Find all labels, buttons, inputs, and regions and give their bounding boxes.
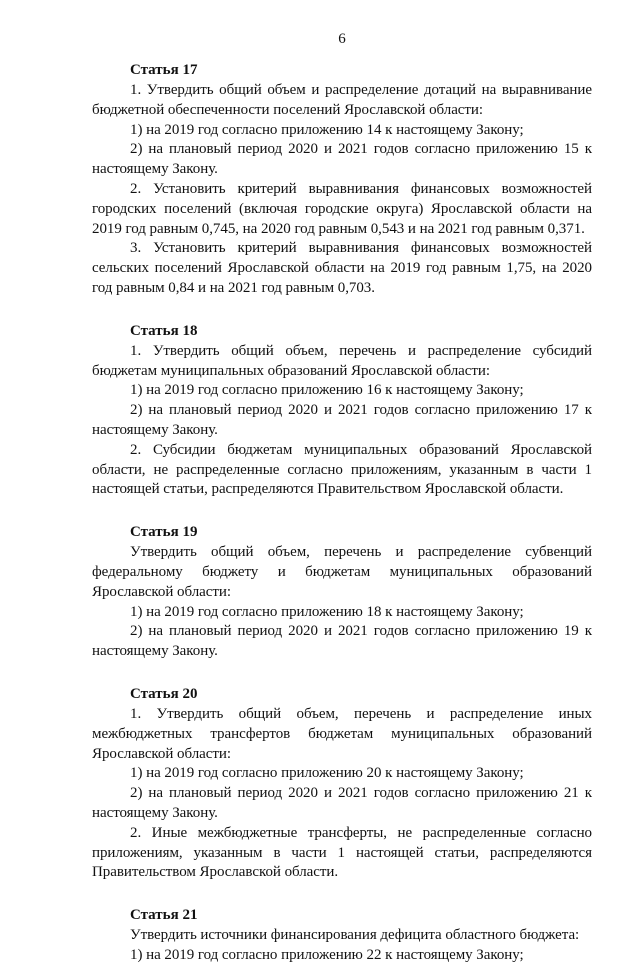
paragraph: 2) на плановый период 2020 и 2021 годов согласно приложению 17 к настоящему Закону. [92,402,592,438]
article-title: Статья 20 [130,685,198,702]
paragraph: 3. Установить критерий выравнивания финансовых возможностей сельских поселений Ярославской области на 2019 год равным 1,75, на 2020 год равным 0,84 и на 2021 год равным 0,703. [92,240,592,296]
paragraph: 2) на плановый период 2020 и 2021 годов согласно приложению 15 к настоящему Закону. [92,141,592,178]
paragraph: Утвердить источники финансирования дефицита областного бюджета: [130,927,580,944]
article-18 [92,321,592,500]
paragraph: 1. Утвердить общий объем и распределение дотаций на выравнивание бюджетной обеспеченности поселений Ярославской области: [92,82,592,118]
article-19 [92,522,592,662]
article-title: Статья 17 [130,62,198,78]
article-title: Статья 18 [130,322,198,339]
article-17 [92,60,592,299]
paragraph: 1. Утвердить общий объем, перечень и распределение субсидий бюджетам муниципальных образований Ярославской области: [92,342,592,379]
paragraph: 2. Установить критерий выравнивания финансовых возможностей городских поселений (включая городские округа) Ярославской области на 2019 год равным 0,745, на 2020 год равным 0,543 и на 2021 год равным 0,371. [92,180,592,237]
article-title: Статья 19 [130,524,198,541]
article-20 [92,684,592,883]
paragraph: 2) на плановый период 2020 и 2021 годов согласно приложению 19 к настоящему Закону. [92,623,592,660]
page-number: 6 [338,31,346,47]
paragraph: 2) на плановый период 2020 и 2021 годов согласно приложению 21 к настоящему Закону. [92,785,592,821]
paragraph: 1) на 2019 год согласно приложению 18 к настоящему Закону; [130,603,524,620]
paragraph: Утвердить общий объем, перечень и распределение субвенций федеральному бюджету и бюджетам муниципальных образований Ярославской области: [92,544,592,600]
paragraph: 2. Иные межбюджетные трансферты, не распределенные согласно приложениям, указанным в части 1 настоящей статьи, распределяются Правительством Ярославской области. [92,824,592,881]
paragraph: 1) на 2019 год согласно приложению 20 к настоящему Закону; [130,765,524,782]
paragraph: 1. Утвердить общий объем, перечень и распределение иных межбюджетных трансфертов бюджетам муниципальных образований Ярославской области: [92,705,592,762]
paragraph: 1) на 2019 год согласно приложению 14 к настоящему Закону; [130,121,524,138]
article-title: Статья 21 [130,907,198,924]
paragraph: 1) на 2019 год согласно приложению 16 к настоящему Закону; [130,382,524,399]
paragraph: 2. Субсидии бюджетам муниципальных образований Ярославской области, не распределенные согласно приложениям, указанным в части 1 настоящей статьи, распределяются Правительством Ярославской области. [92,441,592,498]
paragraph: 1) на 2019 год согласно приложению 22 к настоящему Закону; [130,946,524,963]
article-21 [92,905,592,966]
